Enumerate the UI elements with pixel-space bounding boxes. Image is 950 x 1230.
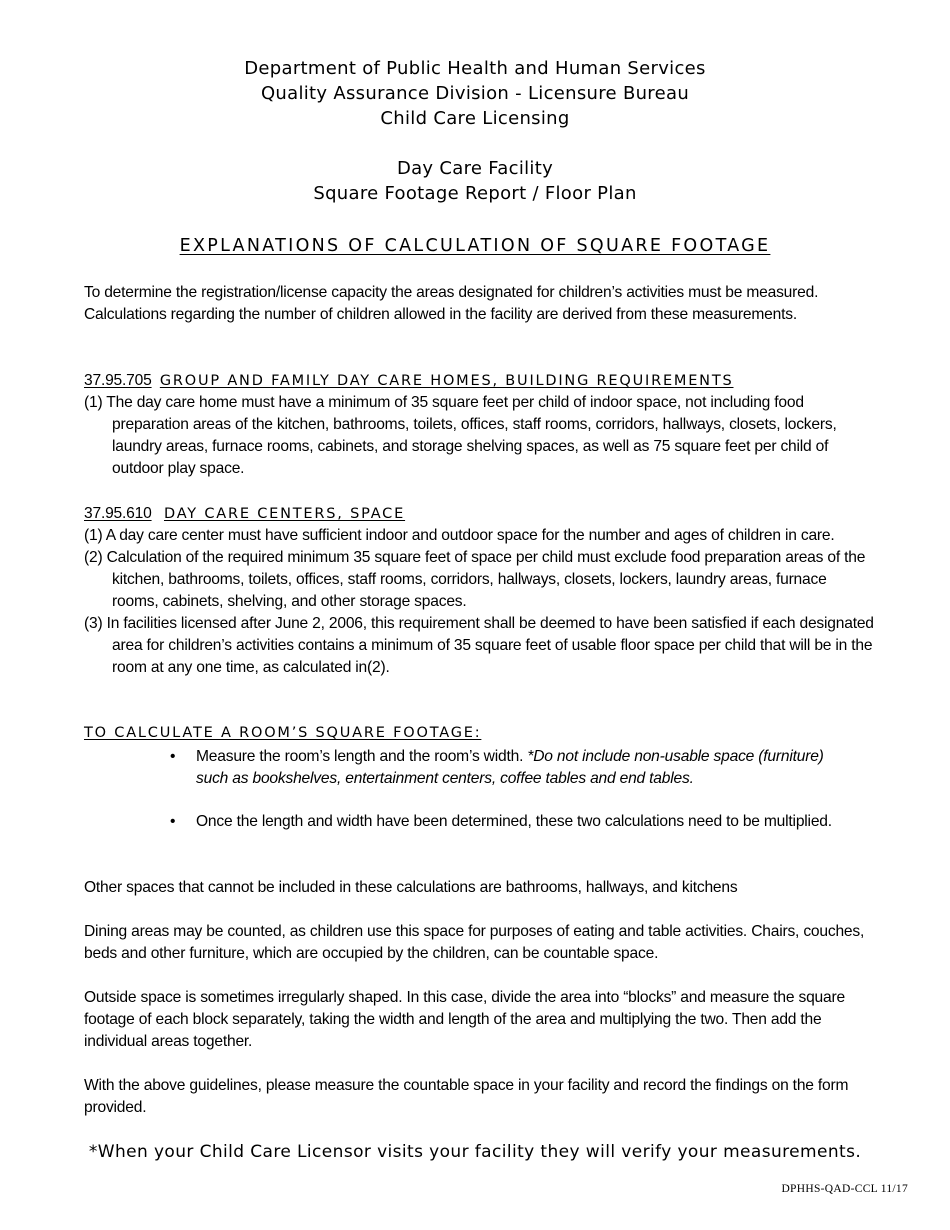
rule-item: (1) The day care home must have a minimum of 35 square feet per child of indoor space, not including food preparation areas of the kitchen, bathrooms, toilets, offices, staff rooms, corridors, hallways, closets, lockers, laundry areas, furnace rooms, cabinets, and storage shelving spaces, as well as 75 square feet per child of outdoor play space. — [84, 394, 837, 477]
rule-item: (1) A day care center must have sufficient indoor and outdoor space for the number and ages of children in care. — [84, 527, 835, 544]
paragraph-dining-areas: Dining areas may be counted, as children use this space for purposes of eating and table activities. Chairs, couches, beds and other furniture, which are occupied by the children, can be countable space. — [84, 923, 865, 962]
header-report-name: Square Footage Report / Floor Plan — [313, 183, 637, 204]
paragraph-outside-space: Outside space is sometimes irregularly shaped. In this case, divide the area into “blocks” and measure the square footage of each block separately, taking the width and length of the area and multiplying the two. Then add the individual areas together. — [84, 989, 845, 1050]
calc-heading: TO CALCULATE A ROOM’S SQUARE FOOTAGE: — [84, 725, 482, 741]
bullet-text: Measure the room’s length and the room’s width. *Do not include non-usable space (furniture) such as bookshelves, entertainment centers, coffee tables and end tables. — [196, 748, 824, 787]
bullet-note: *Do not include non-usable space (furniture) such as bookshelves, entertainment centers, coffee tables and end tables. — [196, 748, 824, 787]
section-heading — [84, 370, 874, 392]
bullet-text: Once the length and width have been determined, these two calculations need to be multiplied. — [196, 813, 832, 830]
header-department: Department of Public Health and Human Services — [244, 58, 706, 79]
paragraph-other-spaces: Other spaces that cannot be included in these calculations are bathrooms, hallways, and kitchens — [84, 879, 738, 896]
header-program: Child Care Licensing — [380, 108, 570, 129]
document-header — [0, 56, 950, 206]
rule-code: 37.95.610 — [84, 505, 152, 522]
calc-bullet-multiply — [170, 811, 836, 833]
rule-code: 37.95.705 — [84, 372, 152, 389]
calc-bullet-measure — [170, 746, 836, 790]
bullet-marker: • — [170, 748, 176, 765]
rule-item: (2) Calculation of the required minimum 35 square feet of space per child must exclude food preparation areas of the kitchen, bathrooms, toilets, offices, staff rooms, corridors, hallways, closets, lockers, laundry areas, furnace rooms, cabinets, shelving, and other storage spaces. — [84, 549, 866, 610]
rule-name: GROUP AND FAMILY DAY CARE HOMES, BUILDING REQUIREMENTS — [159, 373, 734, 389]
rule-name: DAY CARE CENTERS, SPACE — [163, 506, 406, 522]
verification-note: *When your Child Care Licensor visits your facility they will verify your measurements. — [88, 1142, 862, 1162]
section-group-family-homes — [84, 370, 874, 480]
header-facility-type: Day Care Facility — [396, 158, 554, 179]
form-identifier: DPHHS-QAD-CCL 11/17 — [781, 1183, 908, 1195]
section-day-care-centers — [84, 503, 876, 679]
bullet-marker: • — [170, 813, 176, 830]
header-division: Quality Assurance Division - Licensure Bureau — [260, 83, 690, 104]
paragraph-guidelines: With the above guidelines, please measure the countable space in your facility and record the findings on the form provided. — [84, 1077, 849, 1116]
section-heading — [84, 503, 876, 525]
rule-item: (3) In facilities licensed after June 2, 2006, this requirement shall be deemed to have been satisfied if each designated area for children’s activities contains a minimum of 35 square feet of usable floor space per child that will be in the room at any one time, as calculated in(2). — [84, 615, 874, 676]
intro-paragraph: To determine the registration/license capacity the areas designated for children’s activities must be measured. Calculations regarding the number of children allowed in the facility are derived from these measurements. — [84, 284, 819, 323]
document-title: EXPLANATIONS OF CALCULATION OF SQUARE FOOTAGE — [179, 236, 771, 256]
